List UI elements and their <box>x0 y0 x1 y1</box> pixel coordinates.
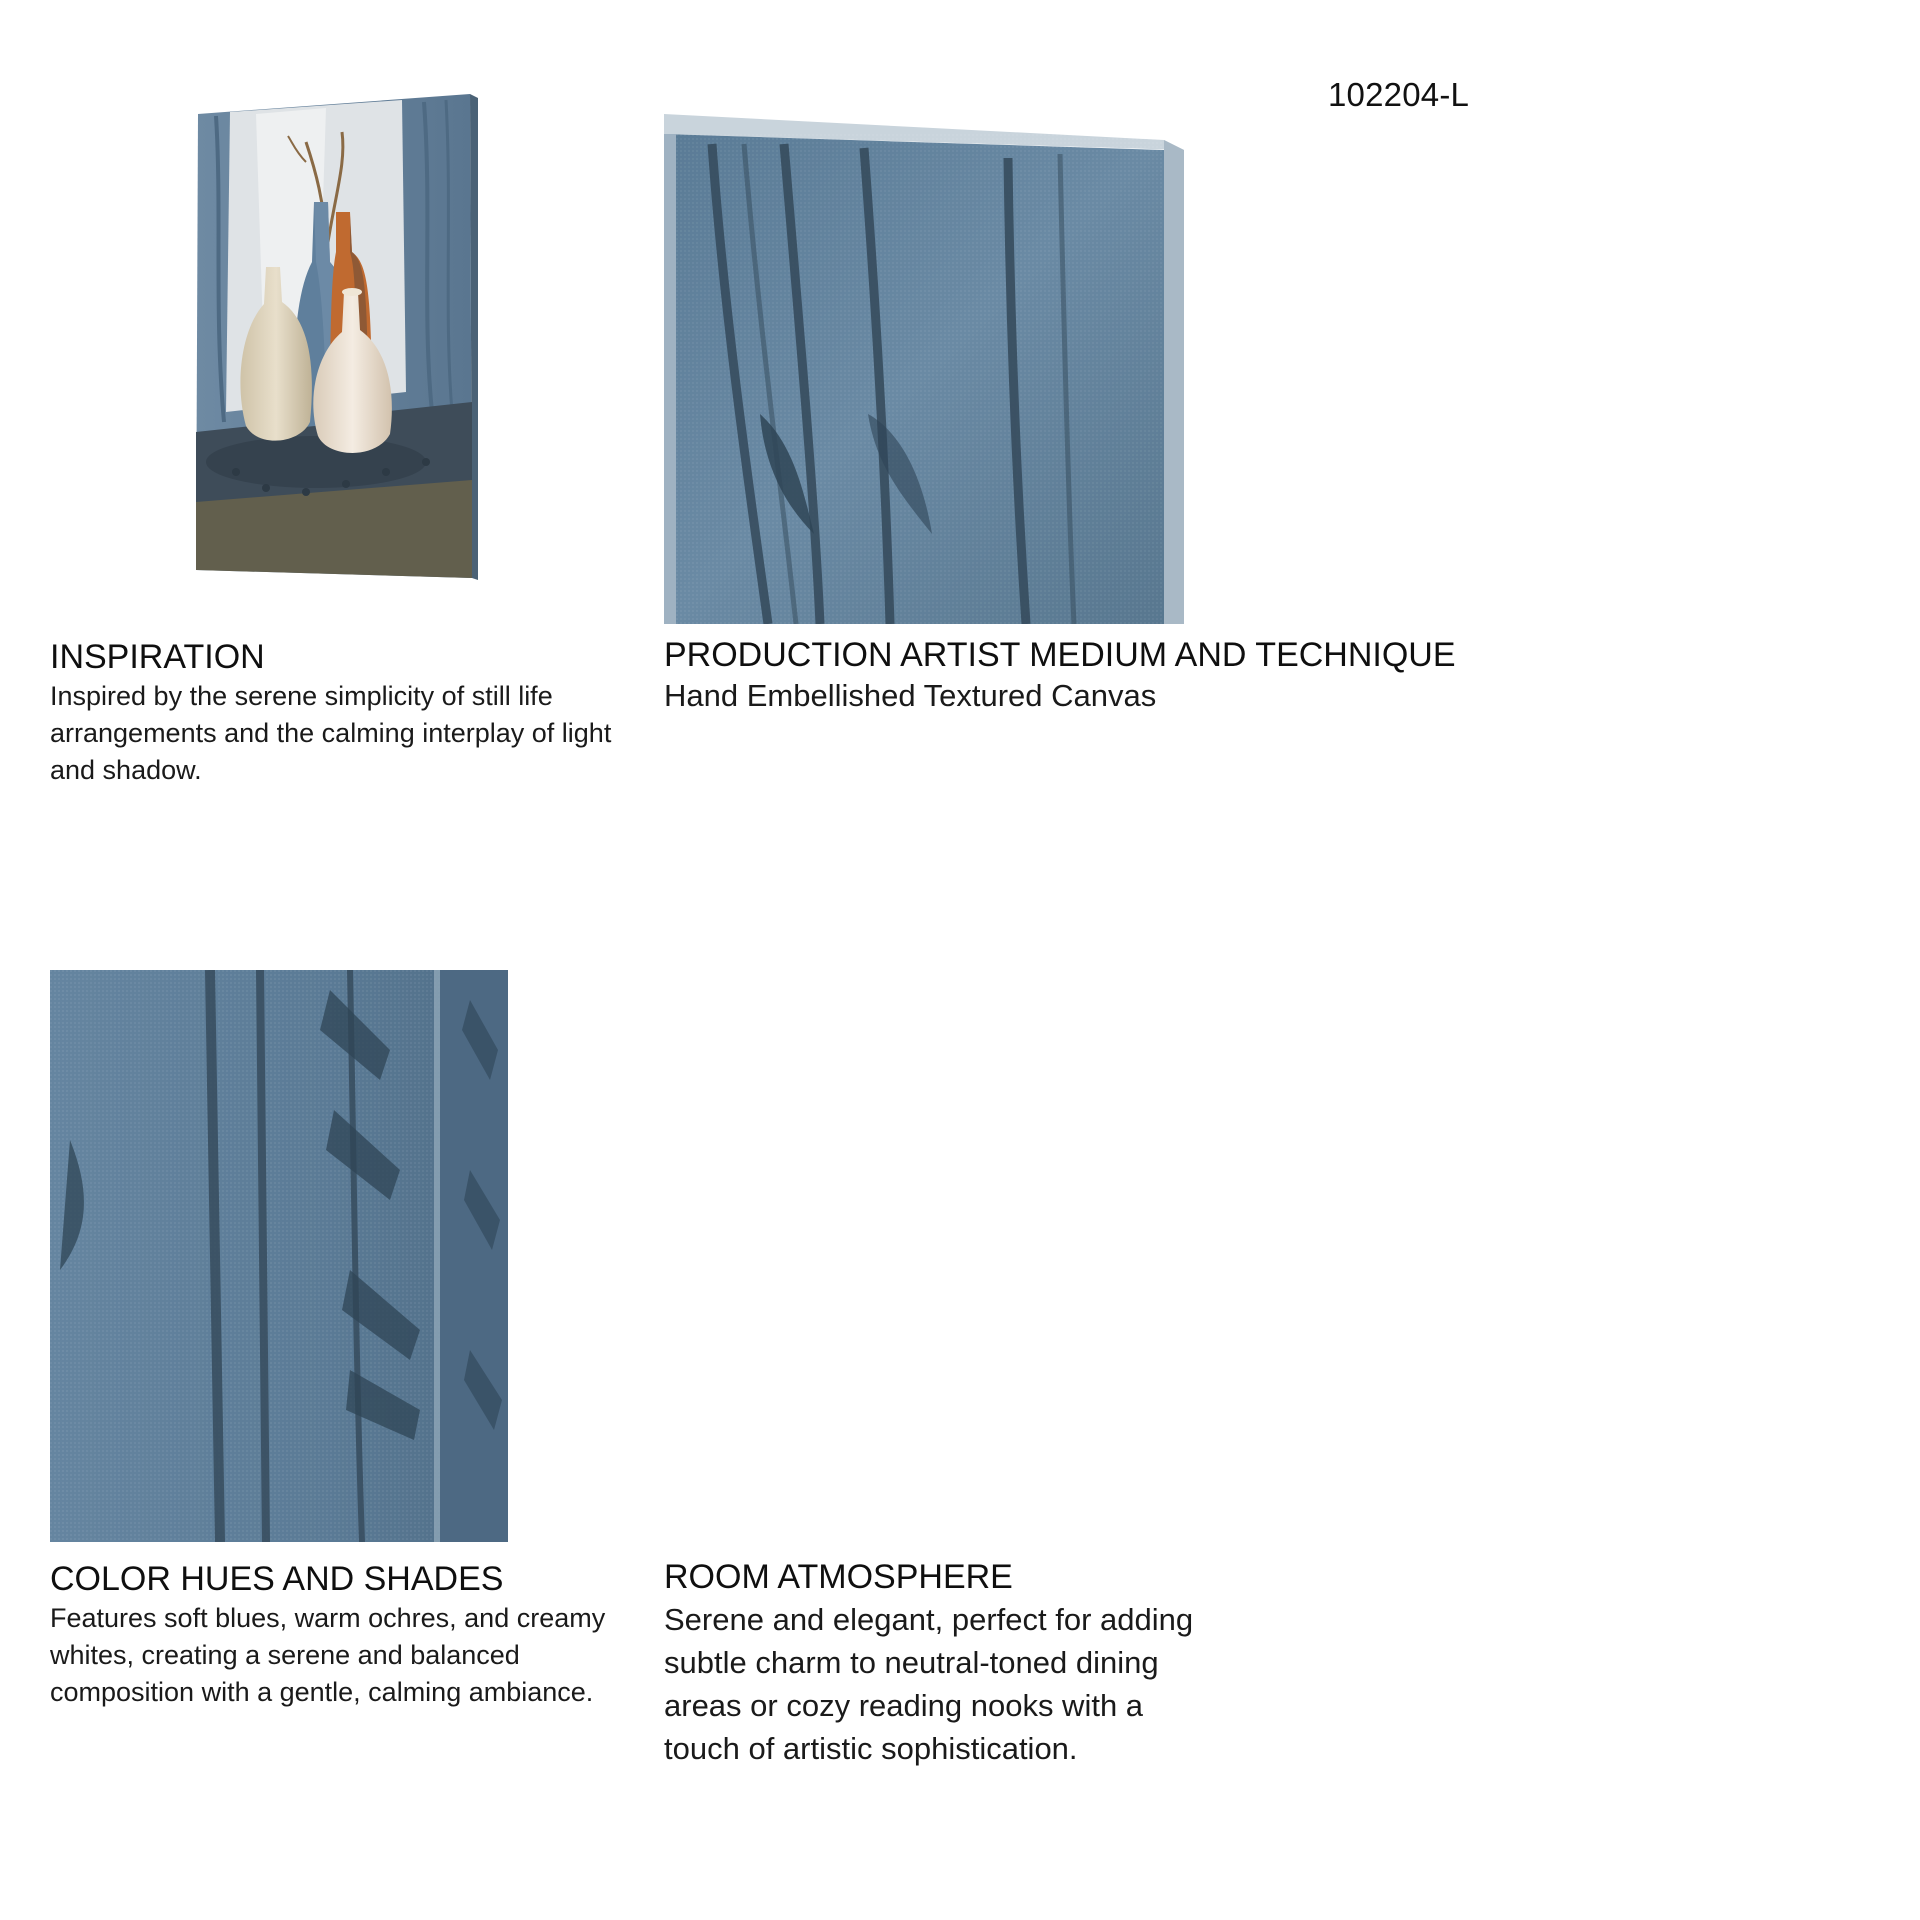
color-heading: COLOR HUES AND SHADES <box>50 1560 504 1598</box>
texture-closeup-image <box>664 114 1184 624</box>
room-text: Serene and elegant, perfect for adding subtle charm to neutral-toned dining areas or cozy reading nooks with a touch of artistic sophistication. <box>664 1602 1194 1766</box>
corner-detail-image <box>50 970 508 1542</box>
inspiration-text: Inspired by the serene simplicity of still life arrangements and the calming interplay of light and shadow. <box>50 681 612 785</box>
room-heading: ROOM ATMOSPHERE <box>664 1558 1013 1596</box>
product-sku: 102204-L <box>1328 76 1470 113</box>
inspiration-heading: INSPIRATION <box>50 638 265 676</box>
production-text: Hand Embellished Textured Canvas <box>664 678 1157 713</box>
color-text: Features soft blues, warm ochres, and creamy whites, creating a serene and balanced composition with a gentle, calming ambiance. <box>50 1603 606 1707</box>
canvas-product-image <box>196 92 478 580</box>
production-heading: PRODUCTION ARTIST MEDIUM AND TECHNIQUE <box>664 636 1456 674</box>
